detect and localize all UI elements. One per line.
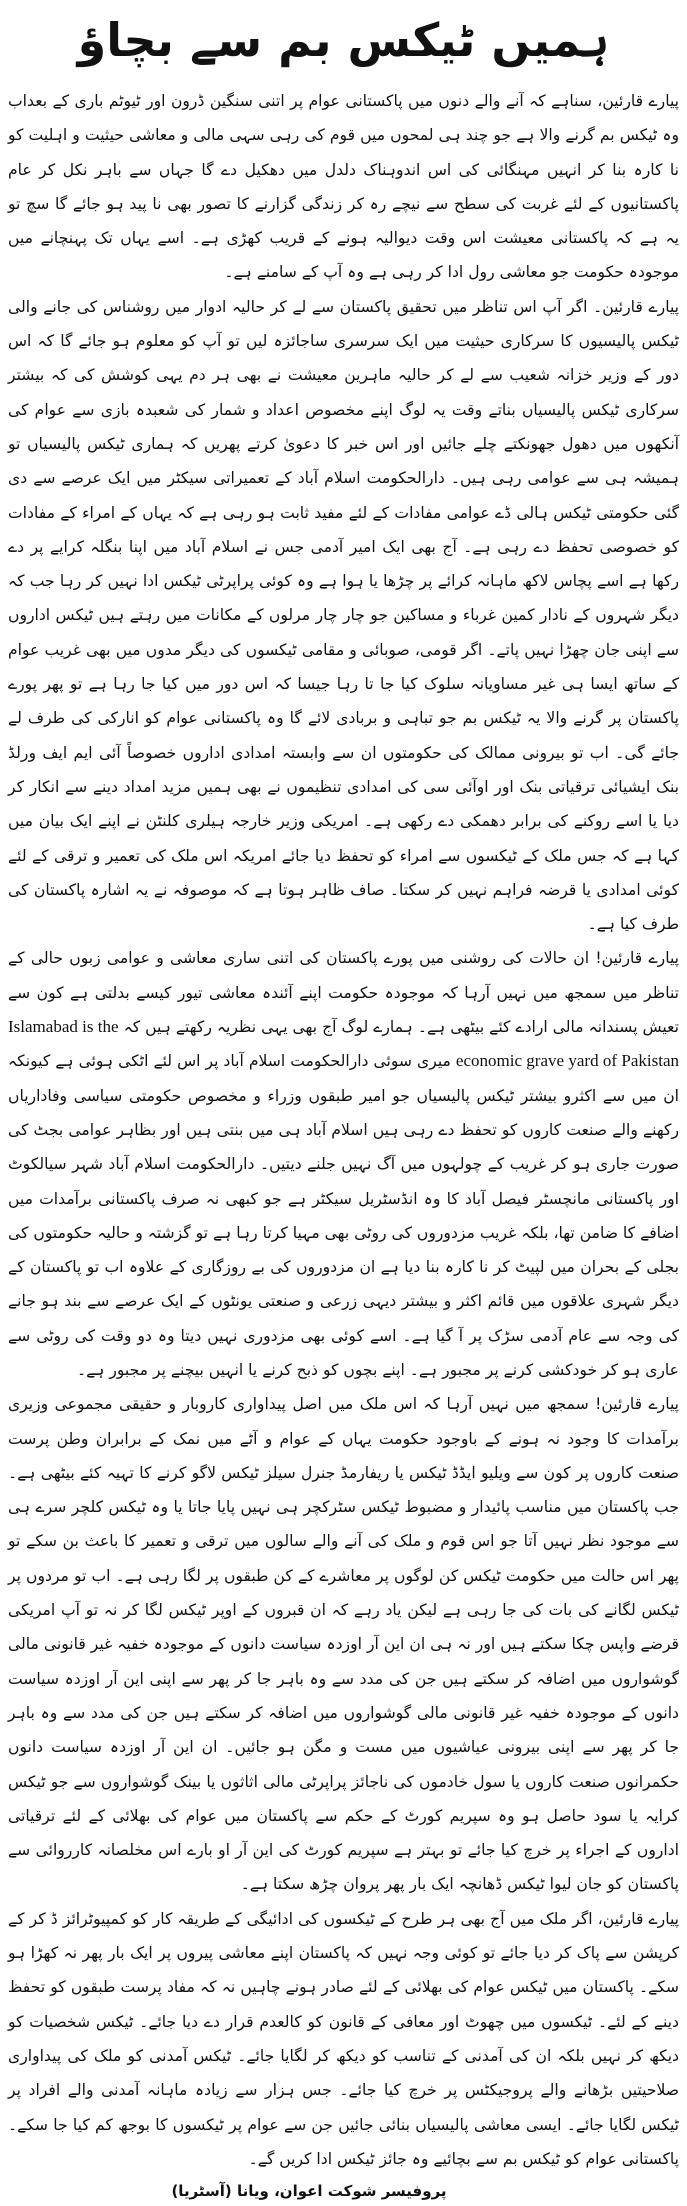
article-body [8, 84, 679, 2176]
paragraph-3-text-before: پیارے قارئین! ان حالات کی روشنی میں پورے پاکستان کی اتنی ساری معاشی و عوامی زبوں حالی کے تناظر میں سمجھ میں نہیں آرہا کہ موجودہ حکومت اپنے آئندہ معاشی تیور کیسے بدلتی ہے کون سے تعیش پسندانہ مالی ارادے کئے بیٹھی ہے۔ ہمارے لوگ آج بھی یہی نظریہ رکھتے ہیں کہ [8, 949, 679, 1037]
author-byline: پروفیسر شوکت اعوان، ویانا (آسٹریا) [171, 2182, 447, 2201]
paragraph-3 [8, 941, 679, 1387]
paragraph-5: پیارے قارئین، اگر ملک میں آج بھی ہر طرح کے ٹیکسوں کی ادائیگی کے طریقہ کار کو کمپیوٹرائز ڈ کر کے کرپشن سے پاک کر دیا جائے تو کوئی وجہ نہیں کہ پاکستان اپنے معاشی پیروں پر ایک بار پھر نہ کھڑا ہو سکے۔ پاکستان میں ٹیکس عوام کی بھلائی کے لئے صادر ہونے چاہیں نہ کہ مفاد پرست طبقوں کو تحفظ دینے کے لئے۔ ٹیکسوں میں چھوٹ اور معافی کے قانون کو کالعدم قرار دے دیا جائے۔ ٹیکس شخصیات کو دیکھ کر نہیں بلکہ ان کی آمدنی کے تناسب کو دیکھ کر لگایا جائے۔ ٹیکس آمدنی کو ملک کی پیداواری صلاحیتیں بڑھانے والے پروجیکٹس پر خرچ کیا جائے۔ جس ہزار سے زیادہ ماہانہ آمدنی والے افراد پر ٹیکس لگایا جائے۔ ایسی معاشی پالیسیاں بنائی جائیں جن سے عوام پر ٹیکسوں کا بوجھ کم کیا جا سکے۔ پاکستانی عوام کو ٹیکس بم سے بچائیے وہ جائز ٹیکس ادا کریں گے۔ [8, 1909, 679, 2168]
english-quote: Islamabad is the economic grave yard of Pakistan [8, 1017, 679, 1071]
paragraph-4: پیارے قارئین! سمجھ میں نہیں آرہا کہ اس ملک میں اصل پیداواری کاروبار و حقیقی مجموعی وزیری برآمدات کا وجود نہ ہونے کے باوجود حکومت یہاں کے عوام و آٹے میں نمک کے برابران وطن پرست صنعت کاروں پر کون سے ویلیو ایڈڈ ٹیکس یا ریفارمڈ جنرل سیلز ٹیکس لاگو کرنے کا تہیہ کئے بیٹھی ہے۔ جب پاکستان میں مناسب پائیدار و مضبوط ٹیکس سٹرکچر ہی نہیں پایا جاتا یا وہ ٹیکس کلچر سرے ہی سے موجود نظر نہیں آتا جو اس قوم و ملک کی آنے والے سالوں میں ترقی و تعمیر کا باعث بن سکے تو پھر اس حالت میں حکومت ٹیکس کن لوگوں پر معاشرے کے کن طبقوں پر لگا رہی ہے۔ اب تو مردوں پر ٹیکس لگانے کی بات کی جا رہی ہے لیکن یاد رہے کہ ان قبروں کے اوپر ٹیکس لگا کر نہ تو آپ امریکی قرضے واپس چکا سکتے ہیں اور نہ ہی ان این آر اوزدہ سیاست دانوں کے موجودہ خفیہ غیر قانونی مالی گوشواروں میں اضافہ کر سکتے ہیں جن کی مدد سے وہ باہر جا کر پھر سے اپنی این آر اوزدہ سیاست دانوں کے موجودہ خفیہ غیر قانونی مالی گوشواروں میں اضافہ کر سکتے ہیں جن کی مدد سے وہ باہر جا کر پھر سے اپنی بیرونی عیاشیوں میں مست و مگن ہو جائیں۔ ان این آر اوزدہ سیاست دانوں حکمرانوں صنعت کاروں یا سول خادموں کی ناجائز پراپرٹی مالی اثاثوں یا بینک گوشواروں سے جو ٹیکس کرایہ یا سود حاصل ہو وہ سپریم کورٹ کے حکم سے پاکستان میں عوام کی بھلائی کے لئے ترقیاتی اداروں کے اجراء پر خرچ کیا جائے تو بہتر ہے سپریم کورٹ کی این آر او بارے اس مخلصانہ کارروائی سے پاکستان کو جان لیوا ٹیکس ڈھانچہ ایک بار پھر پروان چڑھ سکتا ہے۔ [8, 1395, 679, 1894]
article-headline: ہمیں ٹیکس بم سے بچاؤ [77, 13, 610, 67]
paragraph-2: پیارے قارئین۔ اگر آپ اس تناظر میں تحقیق پاکستان سے لے کر حالیہ ادوار میں روشناس کی جانے والی ٹیکس پالیسیوں کا سرکاری حیثیت میں ایک سرسری ساجائزہ لیں تو آپ کو معلوم ہو جائے گا کہ اس دور کے وزیر خزانہ شعیب سے لے کر حالیہ ماہرین معیشت نے بھی ہر دم یہی کوشش کی کہ بیشتر سرکاری ٹیکس پالیسیاں بناتے وقت یہ لوگ اپنے مخصوص اعداد و شمار کی شعبدہ بازی سے عوام کی آنکھوں میں دھول جھونکتے چلے جائیں اور اس خبر کا دعویٰ کرتے پھریں کہ ہماری ٹیکس پالیسیاں تو ہمیشہ ہی سے عوامی رہی ہیں۔ دارالحکومت اسلام آباد کے تعمیراتی سیکٹر میں ایک عرصے سے دی گئی حکومتی ٹیکس ہالی ڈے عوامی مفادات کے لئے مفید ثابت ہو رہی ہے کہ یہاں کے امراء کے مفادات کو خصوصی تحفظ دے رہی ہے۔ آج بھی ایک امیر آدمی جس نے اسلام آباد میں اپنا بنگلہ کرایے پر دے رکھا ہے اسے پچاس لاکھ ماہانہ کرائے پر چڑھا یا ہوا ہے وہ کوئی پراپرٹی ٹیکس ادا نہیں کر رہا جب کہ دیگر شہروں کے نادار کمین غرباء و مساکین جو چار چار مرلوں کے مکانات میں رہتے ہیں ٹیکس اداروں سے اپنی جان چھڑا نہیں پاتے۔ اگر قومی، صوبائی و مقامی ٹیکسوں کی دیگر مدوں میں بھی غریب عوام کے ساتھ ایسا ہی غیر مساویانہ سلوک کیا جا تا رہا جیسا کہ اس دور میں کیا جا رہا ہے تو پھر پورے پاکستان پر گرنے والا یہ ٹیکس بم جو تباہی و بربادی لائے گا وہ پاکستانی عوام کو انارکی کی طرف لے جائے گی۔ اب تو بیرونی ممالک کی حکومتوں ان سے وابستہ امدادی اداروں خصوصاً آئی ایم ایف ورلڈ بنک ایشیائی ترقیاتی بنک اور اوآئی سی کی امدادی تنظیموں نے بھی ہمیں مزید امداد دینے سے انکار کر دیا یا اسے روکنے کی برابر دھمکی دے رکھی ہے۔ امریکی وزیر خارجہ ہیلری کلنٹن نے اپنے ایک بیان میں کہا ہے کہ جس ملک کے ٹیکسوں سے امراء کو تحفظ دیا جائے امریکہ اس ملک کی تعمیر و ترقی کے لئے کوئی امدادی یا قرضہ فراہم نہیں کر سکتا۔ صاف ظاہر ہوتا ہے کہ موصوفہ نے یہ اشارہ پاکستان کی طرف کیا ہے۔ [8, 297, 679, 934]
paragraph-3-text-after: میری سوئی دارالحکومت اسلام آباد پر اس لئے اٹکی ہوئی ہے کیونکہ ان میں سے اکثرو بیشتر ٹیکس پالیسیاں جو امیر طبقوں وزراء و مخصوص حکومتی سیاسی وفاداریاں رکھنے والے صنعت کاروں کو تحفظ دے رہی ہیں اسلام آباد ہی میں بنتی ہیں اور بظاہر عوامی بجٹ کی صورت جاری ہو کر غریب کے چولہوں میں آگ نہیں جلنے دیتیں۔ دارالحکومت اسلام آباد شہر سیالکوٹ اور پاکستانی مانچسٹر فیصل آباد کا وہ انڈسٹریل سیکٹر ہے جو کبھی نہ صرف پاکستانی برآمدات میں اضافے کا ضامن تھا، بلکہ غریب مزدوروں کی روٹی بھی مہیا کرتا رہا ہے تو گزشتہ و حالیہ حکومتوں کی بجلی کے بحران میں لپیٹ کر نا کارہ بنا دیا ہے ان مزدوروں کی بے روزگاری کے علاوہ اب تو پاکستان کے دیگر شہری علاقوں میں قائم اکثر و بیشتر دیہی زرعی و صنعتی یونٹوں کے ایک عرصے سے بند ہو جانے کی وجہ سے عام آدمی سڑک پر آ گیا ہے۔ اسے کوئی بھی مزدوری نہیں دیتا وہ دو وقت کی روٹی سے عاری ہو کر خودکشی کرنے پر مجبور ہے۔ اپنے بچوں کو ذبح کرنے یا انہیں بیچنے پر مجبور ہے۔ [8, 1052, 679, 1379]
paragraph-1: پیارے قارئین، سناہے کہ آنے والے دنوں میں پاکستانی عوام پر اتنی سنگین ڈرون اور ٹیوٹم باری کے بعداب وہ ٹیکس بم گرنے والا ہے جو چند ہی لمحوں میں قوم کی رہی سہی مالی و معاشی حیثیت و اہلیت کو نا کارہ بنا کر انہیں مہنگائی کی اس اندوہناک دلدل میں دھکیل دے گا جہاں سے باہر نکل کر عام پاکستانیوں کے لئے غربت کی سطح سے نیچے رہ کر زندگی گزارنے کا تصور بھی نا پید ہو جائے گا سچ تو یہ ہے کہ پاکستانی معیشت اس وقت دیوالیہ ہونے کے قریب کھڑی ہے۔ اسے یہاں تک پہنچانے میں موجودہ حکومت جو معاشی رول ادا کر رہی ہے وہ آپ کے سامنے ہے۔ [8, 92, 679, 282]
